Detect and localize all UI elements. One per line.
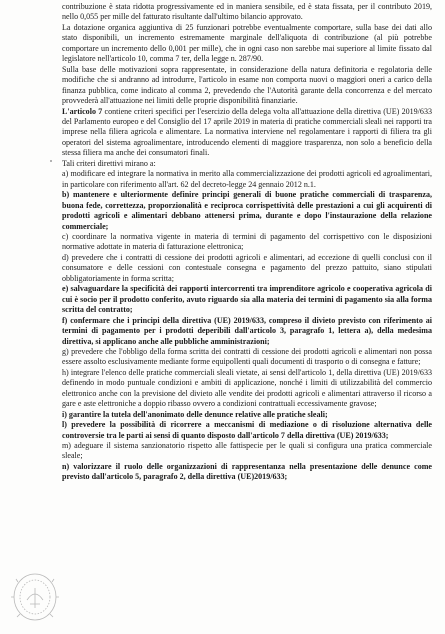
paragraph-organic-staff: La dotazione organica aggiuntiva di 25 funzionari potrebbe eventualmente comportare, sulla base dei dati allo stato disponibili, un incremento estremamente marginale dell'aliquota di contribuzione (al più potrebbe comportare un incremento dello 0,001 per mille), che in ogni caso non sarebbe mai superiore al limite fissato dal legislatore nell'articolo 10, comma 7 ter, della legge n. 287/90. xyxy=(62,22,432,64)
criterion-f: f) confermare che i principi della direttiva (UE) 2019/633, compreso il divieto previsto con riferimento ai termini di pagamento per i prodotti deperibili dall'articolo 3, paragrafo 1, lettera a), della medesima direttiva, si applicano anche alle pubbliche amministrazioni; xyxy=(62,315,432,346)
article-7-lead: L'articolo 7 xyxy=(62,106,103,116)
criterion-m: m) adeguare il sistema sanzionatorio rispetto alle fattispecie per le quali si configura una pratica commerciale sleale; xyxy=(62,441,432,461)
criterion-d: d) prevedere che i contratti di cessione dei prodotti agricoli e alimentari, ad eccezione di quelli conclusi con il consumatore e delle cessioni con contestuale consegna e pagamento del prezzo pattuito, siano stipulati obbligatoriamente in forma scritta; xyxy=(62,252,432,283)
paragraph-contribution: contribuzione è stata ridotta progressivamente ed in maniera sensibile, ed è stata fissata, per il contributo 2019, nello 0,055 per mille del fatturato risultante dall'ultimo bilancio approvato. xyxy=(62,2,432,22)
criterion-b: b) mantenere e ulteriormente definire principi generali di buone pratiche commerciali di trasparenza, buona fede, correttezza, proporzionalità e reciproca corrispettività delle prestazioni a cui gli acquirenti di prodotti agricoli e alimentari debbano attenersi prima, durante e dopo l'instaurazione della relazione commerciale; xyxy=(62,190,432,231)
criterion-g: g) prevedere che l'obbligo della forma scritta dei contratti di cessione dei prodotti agricoli e alimentari non possa essere assolto esclusivamente mediante forme equipollenti quali documenti di trasporto o di consegna e fatture; xyxy=(62,346,432,367)
official-stamp xyxy=(10,570,60,624)
criterion-c: c) coordinare la normativa vigente in materia di termini di pagamento del corrispettivo con le disposizioni normative adottate in materia di fatturazione elettronica; xyxy=(62,231,432,252)
criterion-n: n) valorizzare il ruolo delle organizzazioni di rappresentanza nella presentazione delle denunce come previsto dall'articolo 5, paragrafo 2, della direttiva (UE)2019/633; xyxy=(62,461,432,482)
article-7-text: contiene criteri specifici per l'esercizio della delega volta all'attuazione della direttiva (UE) 2019/633 del Parlamento europeo e del Consiglio del 17 aprile 2019 in materia di pratiche commerciali sleali nei rapporti tra imprese nella filiera agricola e alimentare. La normativa interviene nel regolamentare i rapporti di filiera tra gli operatori del sistema agroalimentare, introducendo elementi di maggiore trasparenza, non solo a beneficio della stessa filiera ma anche dei consumatori finali. xyxy=(62,106,432,158)
document-body xyxy=(62,2,432,483)
criterion-e: e) salvaguardare la specificità dei rapporti intercorrenti tra imprenditore agricolo e cooperativa agricola di cui è socio per il prodotto conferito, avuto riguardo sia alla materia dei termini di pagamento sia alla forma scritta del contratto; xyxy=(62,284,432,315)
criterion-a: a) modificare ed integrare la normativa in merito alla commercializzazione dei prodotti agricoli ed agroalimentari, in particolare con riferimento all'art. 62 del decreto-legge 24 gennaio 2012 n.1. xyxy=(62,169,432,189)
paragraph-criteria-intro: Tali criteri direttivi mirano a: xyxy=(62,158,156,168)
scan-speck xyxy=(50,160,52,162)
criterion-i: i) garantire la tutela dell'anonimato delle denunce relative alle pratiche sleali; xyxy=(62,409,328,419)
paragraph-article-7 xyxy=(62,107,432,159)
paragraph-motivations: Sulla base delle motivazioni sopra rappresentate, in considerazione della natura definitoria e regolatoria delle modifiche che si andranno ad introdurre, l'articolo in esame non comporta nuovi o maggiori oneri a carico della finanza pubblica, come indicato al comma 2, prevedendo che l'Autorità garante della concorrenza e del mercato provvederà all'attuazione nei limiti delle proprie disponibilità finanziarie. xyxy=(62,64,432,106)
criterion-h: h) integrare l'elenco delle pratiche commerciali sleali vietate, ai sensi dell'articolo 1, della direttiva (UE) 2019/633 definendo in modo puntuale condizioni e ambiti di applicazione, nonché i limiti di utilizzabilità del commercio elettronico anche con la previsione del divieto alle vendite dei prodotti agricoli e alimentari attraverso il ricorso a gare e aste elettroniche a doppio ribasso ovvero a condizioni contrattuali eccessivamente gravose; xyxy=(62,367,432,409)
criterion-l: l) prevedere la possibilità di ricorrere a meccanismi di mediazione o di risoluzione alternativa delle controversie tra le parti ai sensi di quanto disposto dall'articolo 7 della direttiva (UE) 2019/633; xyxy=(62,420,432,440)
